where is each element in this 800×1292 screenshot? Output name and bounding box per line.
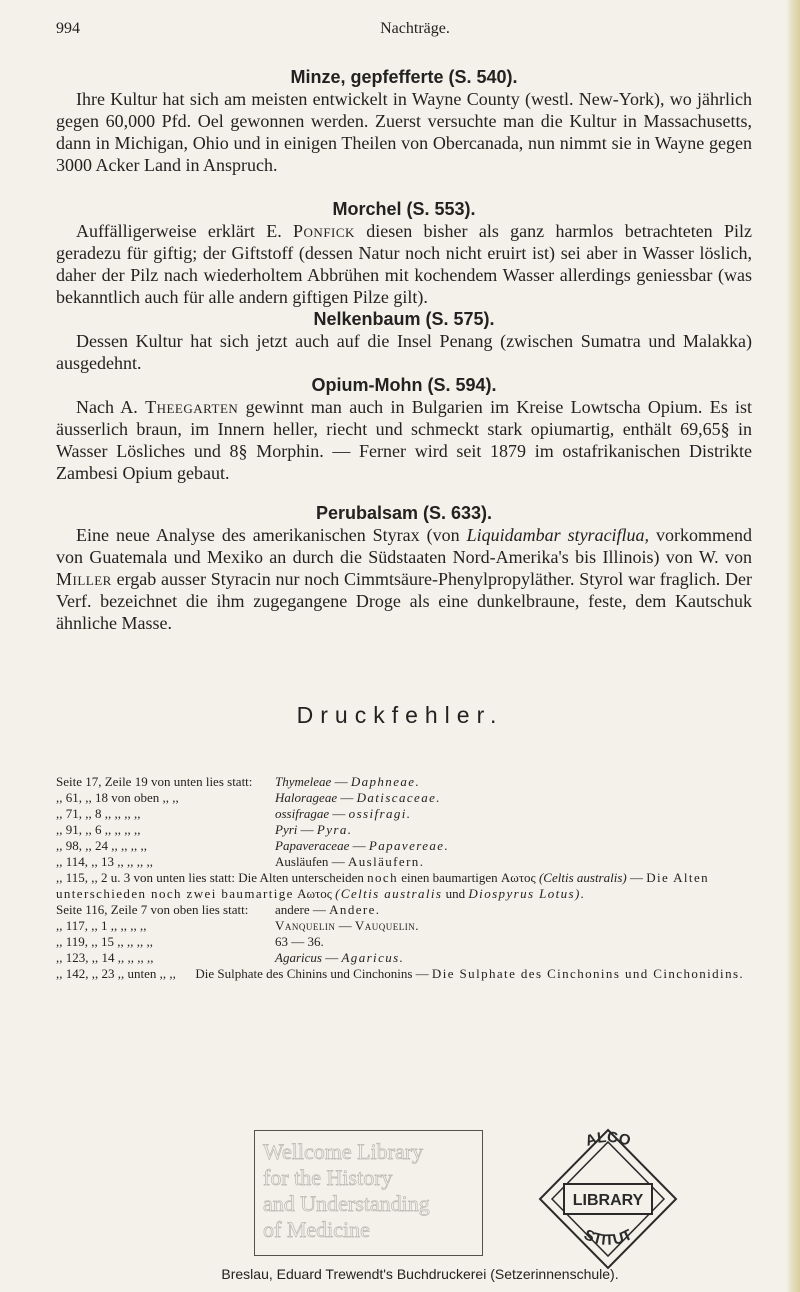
section-text-nelkenbaum: Dessen Kultur hat sich jetzt auch auf die Insel Penang (zwischen Sumatra und Malakka) ausgedehnt. [56,331,752,373]
section-title-morchel: Morchel (S. 553). [332,199,476,219]
running-head: Nachträge. [380,20,450,37]
seal-top-text: ALCO [583,1128,633,1150]
section-text-morchel: Auffälligerweise erklärt E. Ponfick diesen bisher als ganz harmlos betrachteten Pilz geradezu für giftig; der Giftstoff (dessen Natur noch nicht eruirt ist) sei aber in Wasser löslich, daher der Pilz nach wiederholtem Abbrühen mit kochendem Wasser allerdings geniessbar (was bekanntlich auch für alle andern giftigen Pilze gilt). [56,221,752,307]
errata-row: ,, 119, ,, 15 ,, ,, ,, ,, 63 — 36. [56,934,324,949]
errata-list [56,774,756,982]
page-edge [786,0,800,1292]
errata-row: ,, 114, ,, 13 ,, ,, ,, ,, Ausläufen — Ausläufern. [56,854,425,869]
errata-row: Seite 17, Zeile 19 von unten lies statt: Thymeleae — Daphneae. [56,774,421,789]
library-watermark-stamp: Wellcome Library for the History and Understanding of Medicine [254,1130,483,1256]
errata-row: ,, 117, ,, 1 ,, ,, ,, ,, Vanquelin — Vauquelin. [56,918,420,933]
author-name: Ponfick [293,221,355,241]
section-title-nelkenbaum: Nelkenbaum (S. 575). [313,309,495,329]
errata-row-115: ,, 115, ,, 2 u. 3 von unten lies statt: Die Alten unterscheiden noch einen baumartigen Αωτος (Celtis australis) — Die Alten unterschieden noch zwei baumartige Αωτος (Celtis australis und Diospyrus Lotus). [56,870,710,901]
section-title-opium: Opium-Mohn (S. 594). [311,375,497,395]
section-title-perubalsam: Perubalsam (S. 633). [315,503,493,523]
section-text-minze: Ihre Kultur hat sich am meisten entwickelt in Wayne County (westl. New-York), wo jährlich gegen 60,000 Pfd. Oel gewonnen werden. Zuerst versuchte man die Kultur in Massachusetts, dann in Michigan, Ohio und in einigen Theilen von Obercanada, nun nimmt sie in Wayne gegen 3000 Acker Land in Anspruch. [56,89,752,175]
section-text-opium: Nach A. Theegarten gewinnt man auch in Bulgarien im Kreise Lowtscha Opium. Es ist äusserlich braun, im Innern heller, riecht und schmeckt stark opiumartig, enthält 69,65§ in Wasser Lösliches und 8§ Morphin. — Ferner wird seit 1879 im ostafrikanischen Distrikte Zambesi Opium gebaut. [56,397,753,483]
author-name: Theegarten [145,397,239,417]
seal-bottom-text: STITUT [581,1226,635,1249]
supplements-body [56,66,752,634]
page-header [0,20,800,44]
errata-row: Seite 116, Zeile 7 von oben lies statt: andere — Andere. [56,902,381,917]
author-name: Miller [56,569,112,589]
seal-center-text: LIBRARY [572,1192,644,1209]
errata-row: ,, 61, ,, 18 von oben ,, ,, Halorageae — Datiscaceae. [56,790,441,805]
library-seal [534,1124,682,1274]
errata-title: Druckfehler. [296,702,504,728]
errata-row: ,, 98, ,, 24 ,, ,, ,, ,, Papaveraceae — Papavereae. [56,838,450,853]
latin-name: Liquidambar styraciflua, [466,525,650,545]
errata-row: ,, 123, ,, 14 ,, ,, ,, ,, Agaricus — Agaricus. [56,950,405,965]
page-number: 994 [56,20,80,37]
errata-row: ,, 91, ,, 6 ,, ,, ,, ,, Pyri — Pyra. [56,822,353,837]
errata-row: ,, 71, ,, 8 ,, ,, ,, ,, ossifragae — ossifragi. [56,806,412,821]
errata-row-142: ,, 142, ,, 23 ,, unten ,, ,, Die Sulphate des Chinins und Cinchonins — Die Sulphate des Cinchonins und Cinchonidins. [56,966,745,981]
section-title-minze: Minze, gepfefferte (S. 540). [290,67,518,87]
printer-imprint: Breslau, Eduard Trewendt's Buchdruckerei (Setzerinnenschule). [221,1266,619,1282]
section-text-perubalsam: Eine neue Analyse des amerikanischen Styrax (von Liquidambar styraciflua, vorkommend von Guatemala und Mexiko an durch die Südstaaten Nord-Amerika's bis Illinois) von W. von Miller ergab ausser Styracin nur noch Cimmtsäure-Phenylpropyläther. Styrol war fraglich. Der Verf. bezeichnet die ihm zugegangene Droge als eine dunkelbraune, feste, dem Kautschuk ähnliche Masse. [56,525,753,633]
